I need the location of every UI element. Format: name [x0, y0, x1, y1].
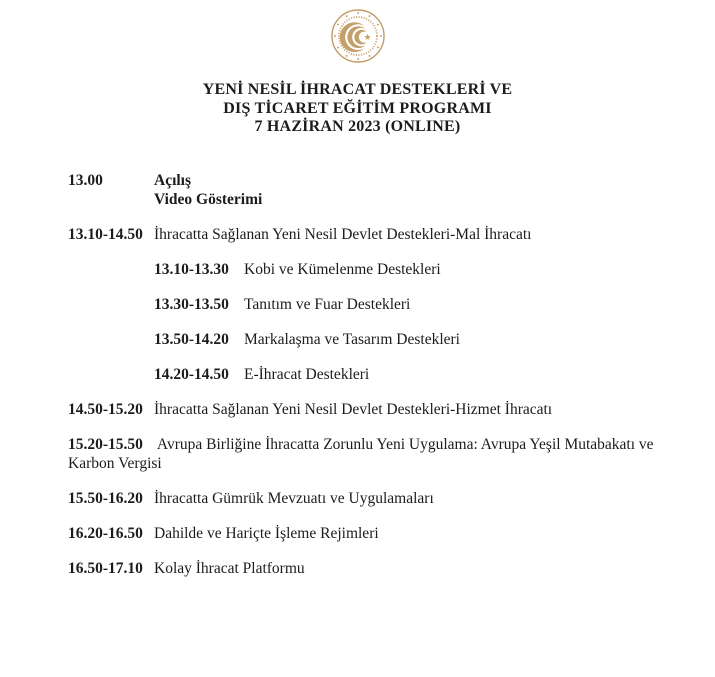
time-label: 14.20-14.50: [154, 365, 229, 383]
event-label: Avrupa Birliğine İhracatta Zorunlu Yeni Uygulama: Avrupa Yeşil Mutabakatı ve Karbon Vergisi: [68, 435, 654, 472]
event-label: Kobi ve Kümelenme Destekleri: [244, 260, 441, 278]
time-label: 13.50-14.20: [154, 330, 229, 348]
time-label: 14.50-15.20: [68, 400, 143, 418]
schedule-row: [68, 400, 685, 419]
schedule-subrow: [68, 295, 685, 314]
event-label: Video Gösterimi: [154, 190, 263, 208]
title-line-1: YENİ NESİL İHRACAT DESTEKLERİ VE: [202, 81, 513, 98]
schedule-subrow: [68, 365, 685, 384]
event-label: Tanıtım ve Fuar Destekleri: [244, 295, 411, 313]
time-label: 13.30-13.50: [154, 295, 229, 313]
time-label: 13.00: [68, 171, 103, 189]
schedule-list: [0, 171, 715, 578]
event-label: E-İhracat Destekleri: [244, 365, 370, 383]
time-label: 13.10-14.50: [68, 225, 143, 243]
event-label: İhracatta Gümrük Mevzuatı ve Uygulamaları: [154, 489, 434, 507]
ministry-emblem-icon: [330, 8, 386, 64]
time-label: 15.20-15.50: [68, 435, 143, 453]
time-label: 16.50-17.10: [68, 559, 143, 577]
schedule-row: [68, 524, 685, 543]
schedule-row: [68, 489, 685, 508]
time-label: 16.20-16.50: [68, 524, 143, 542]
schedule-subrow: [68, 260, 685, 279]
event-label: Kolay İhracat Platformu: [154, 559, 305, 577]
emblem-crescents: [339, 22, 370, 52]
event-label-group: [154, 171, 262, 209]
time-label: 15.50-16.20: [68, 489, 143, 507]
event-label: İhracatta Sağlanan Yeni Nesil Devlet Destekleri-Hizmet İhracatı: [154, 400, 553, 418]
schedule-row: [68, 435, 685, 473]
program-title: [0, 81, 715, 137]
event-label: Markalaşma ve Tasarım Destekleri: [244, 330, 460, 348]
schedule-subrow: [68, 330, 685, 349]
title-line-3: 7 HAZİRAN 2023 (ONLINE): [254, 118, 461, 135]
schedule-row: [68, 225, 685, 244]
event-label: İhracatta Sağlanan Yeni Nesil Devlet Destekleri-Mal İhracatı: [154, 225, 532, 243]
schedule-row: [68, 171, 685, 209]
schedule-row: [68, 559, 685, 578]
event-label: Açılış: [154, 171, 192, 189]
event-label: Dahilde ve Hariçte İşleme Rejimleri: [154, 524, 379, 542]
title-line-2: DIŞ TİCARET EĞİTİM PROGRAMI: [223, 99, 492, 117]
ministry-logo-container: [0, 0, 715, 64]
time-label: 13.10-13.30: [154, 260, 229, 278]
